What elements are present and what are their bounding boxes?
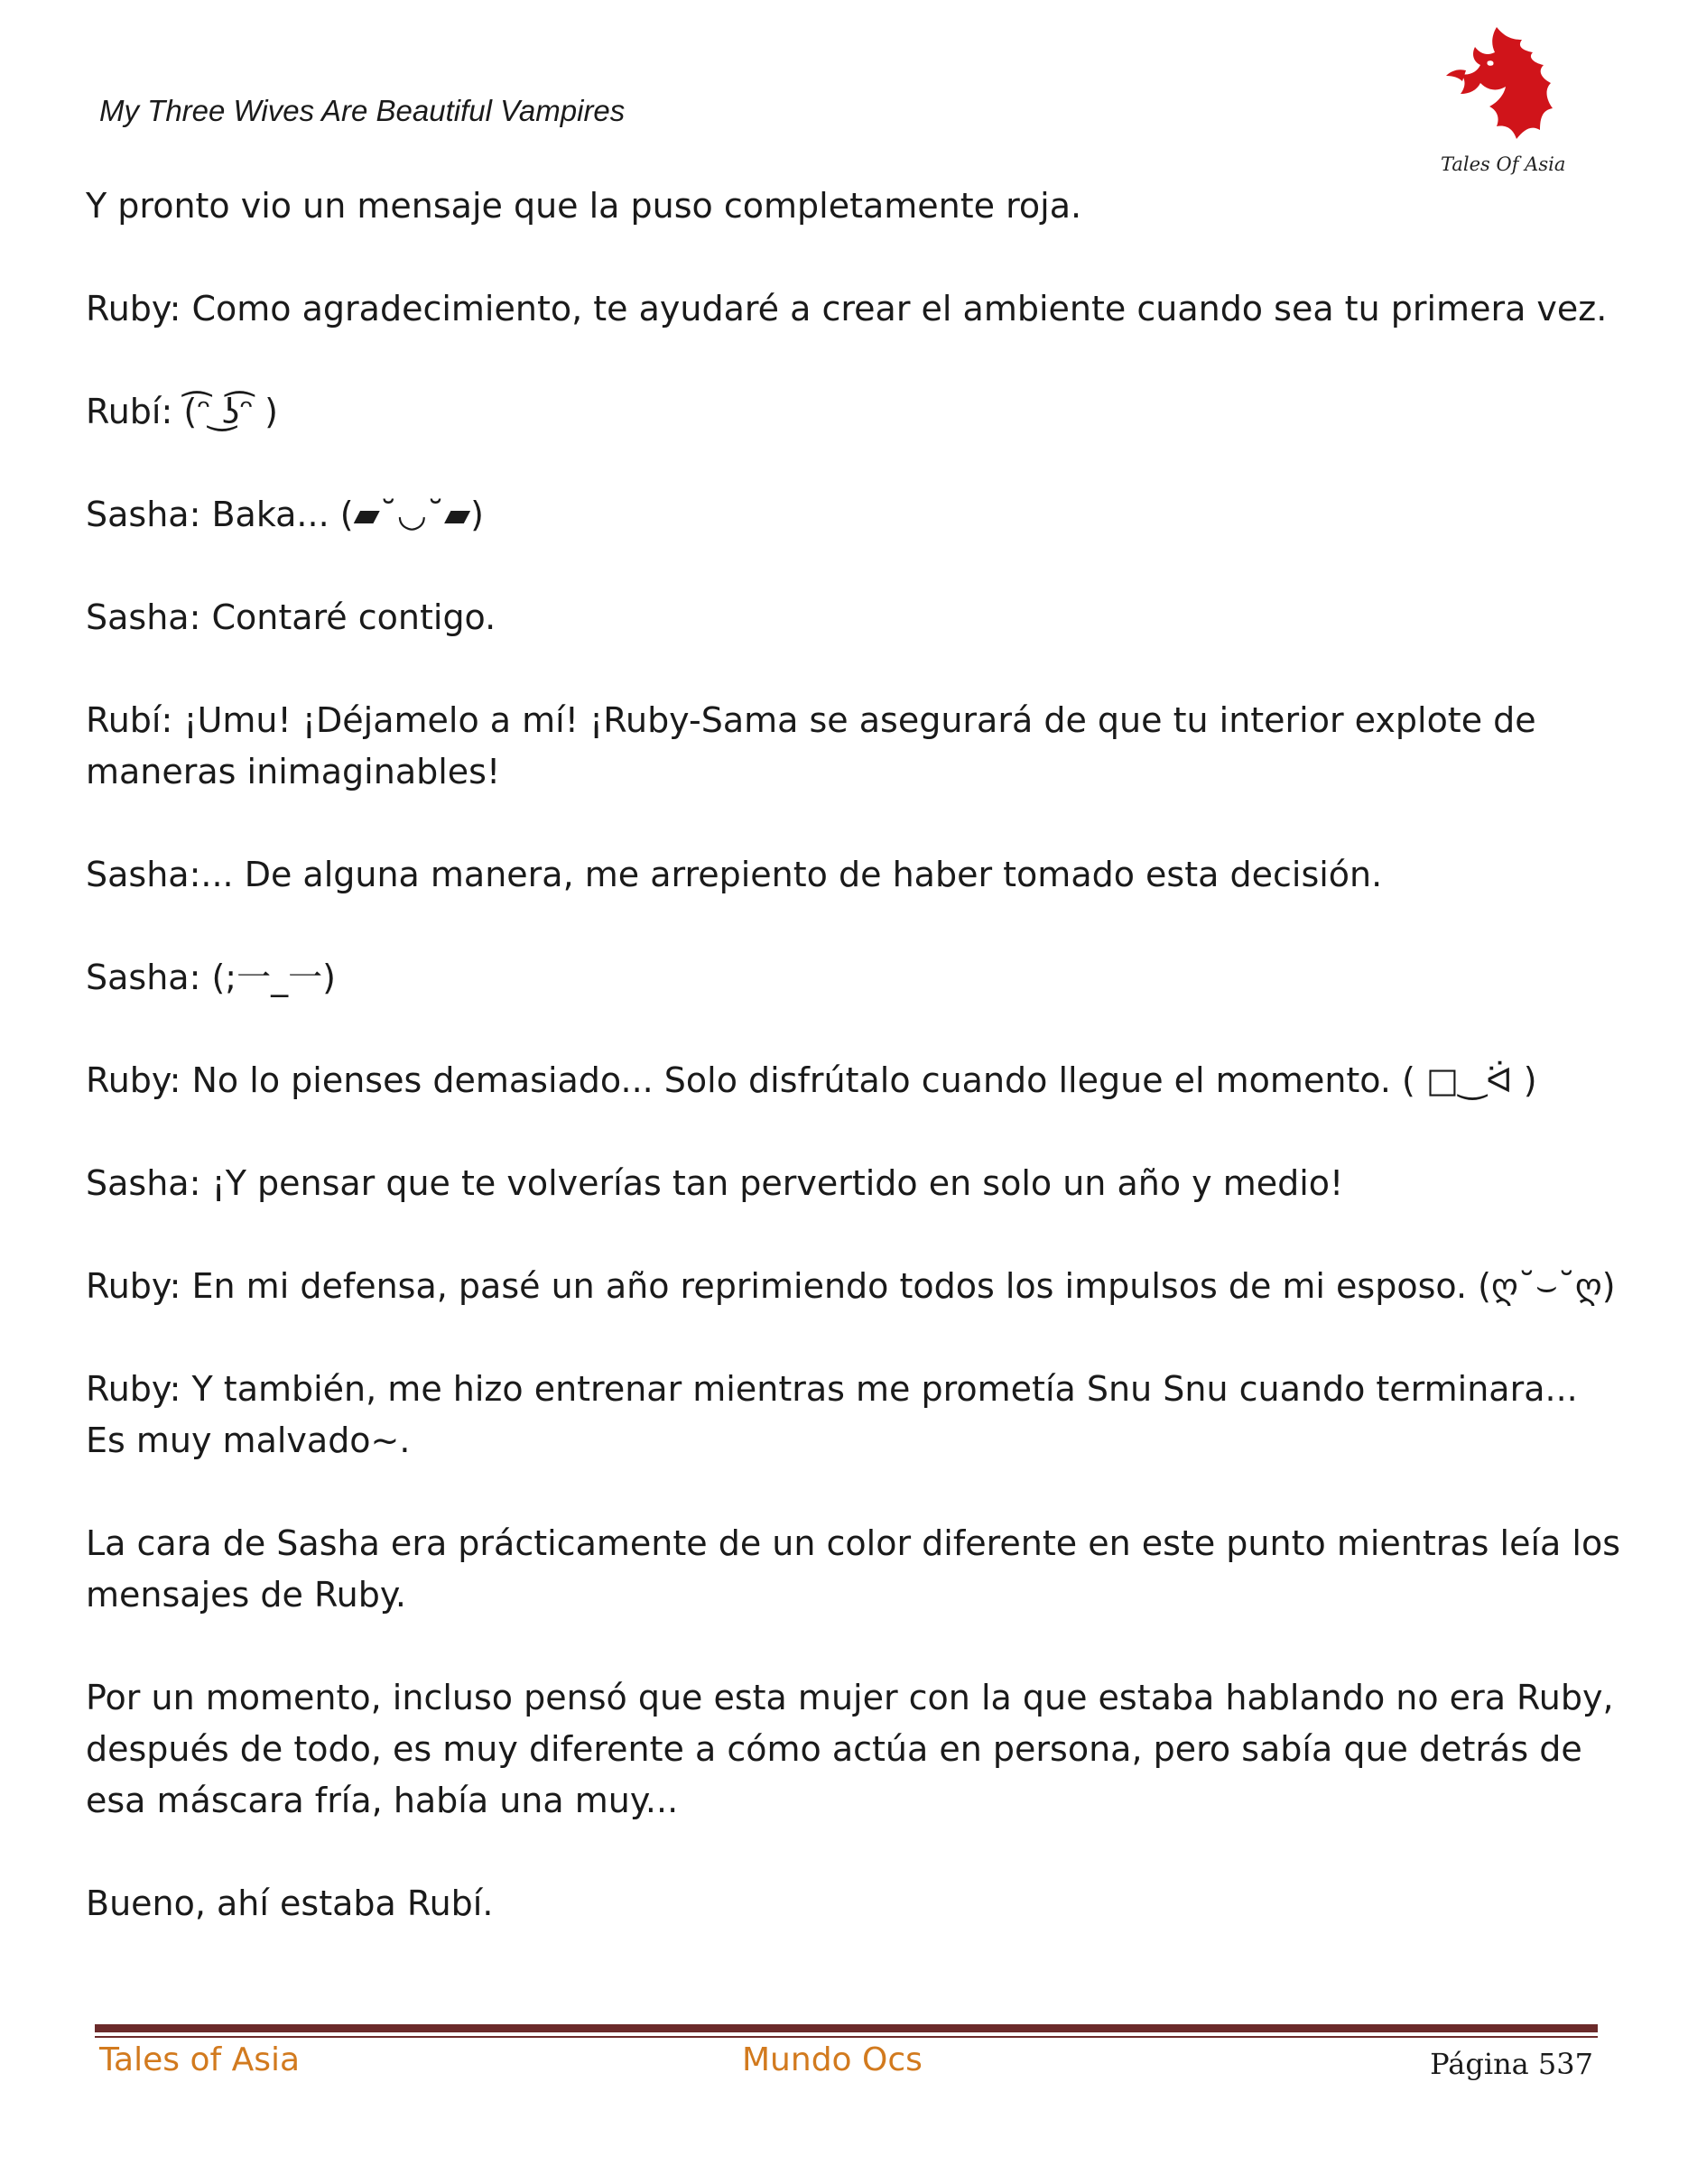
paragraph: Ruby: No lo pienses demasiado... Solo disfrútalo cuando llegue el momento. ( □‿ᐛ ) <box>86 1060 1537 1100</box>
paragraph: Bueno, ahí estaba Rubí. <box>86 1883 494 1923</box>
paragraph: Ruby: Como agradecimiento, te ayudaré a crear el ambiente cuando sea tu primera vez. <box>86 289 1608 329</box>
book-title: My Three Wives Are Beautiful Vampires <box>99 94 626 127</box>
tales-of-asia-logo <box>1433 20 1569 182</box>
dragon-icon <box>1433 20 1569 155</box>
footer-site-name: Tales of Asia <box>99 2041 301 2078</box>
paragraph: Sasha: Contaré contigo. <box>86 597 496 637</box>
paragraph: La cara de Sasha era prácticamente de un color diferente en este punto mientras leía los mensajes de Ruby. <box>86 1523 1620 1615</box>
paragraph: Ruby: En mi defensa, pasé un año reprimiendo todos los impulsos de mi esposo. (ღ˘⌣˘ღ) <box>86 1266 1616 1306</box>
footer-translator: Mundo Ocs <box>742 2041 923 2078</box>
paragraph: Sasha: ¡Y pensar que te volverías tan pervertido en solo un año y medio! <box>86 1163 1344 1203</box>
paragraph: Ruby: Y también, me hizo entrenar mientras me prometía Snu Snu cuando terminara... Es muy malvado~. <box>86 1369 1578 1460</box>
paragraph: Rubí: ¡Umu! ¡Déjamelo a mí! ¡Ruby-Sama se asegurará de que tu interior explote de maneras inimaginables! <box>86 700 1536 791</box>
footer-divider <box>95 2024 1598 2038</box>
paragraph: Sasha: Baka... (▰˘◡˘▰) <box>86 495 485 534</box>
paragraph: Por un momento, incluso pensó que esta mujer con la que estaba hablando no era Ruby, después de todo, es muy diferente a cómo actúa en persona, pero sabía que detrás de esa máscara fría, había una muy... <box>86 1678 1614 1820</box>
logo-text: Tales Of Asia <box>1441 153 1566 175</box>
paragraph: Rubí: (͡ᵔ ͜ʖ͡ᵔ ) <box>86 392 278 431</box>
paragraph: Y pronto vio un mensaje que la puso completamente roja. <box>86 186 1082 226</box>
page-number: Página 537 <box>1430 2047 1593 2081</box>
chapter-body <box>86 180 1620 1981</box>
paragraph: Sasha:... De alguna manera, me arrepiento de haber tomado esta decisión. <box>86 855 1383 894</box>
paragraph: Sasha: (;一_一) <box>86 958 336 997</box>
